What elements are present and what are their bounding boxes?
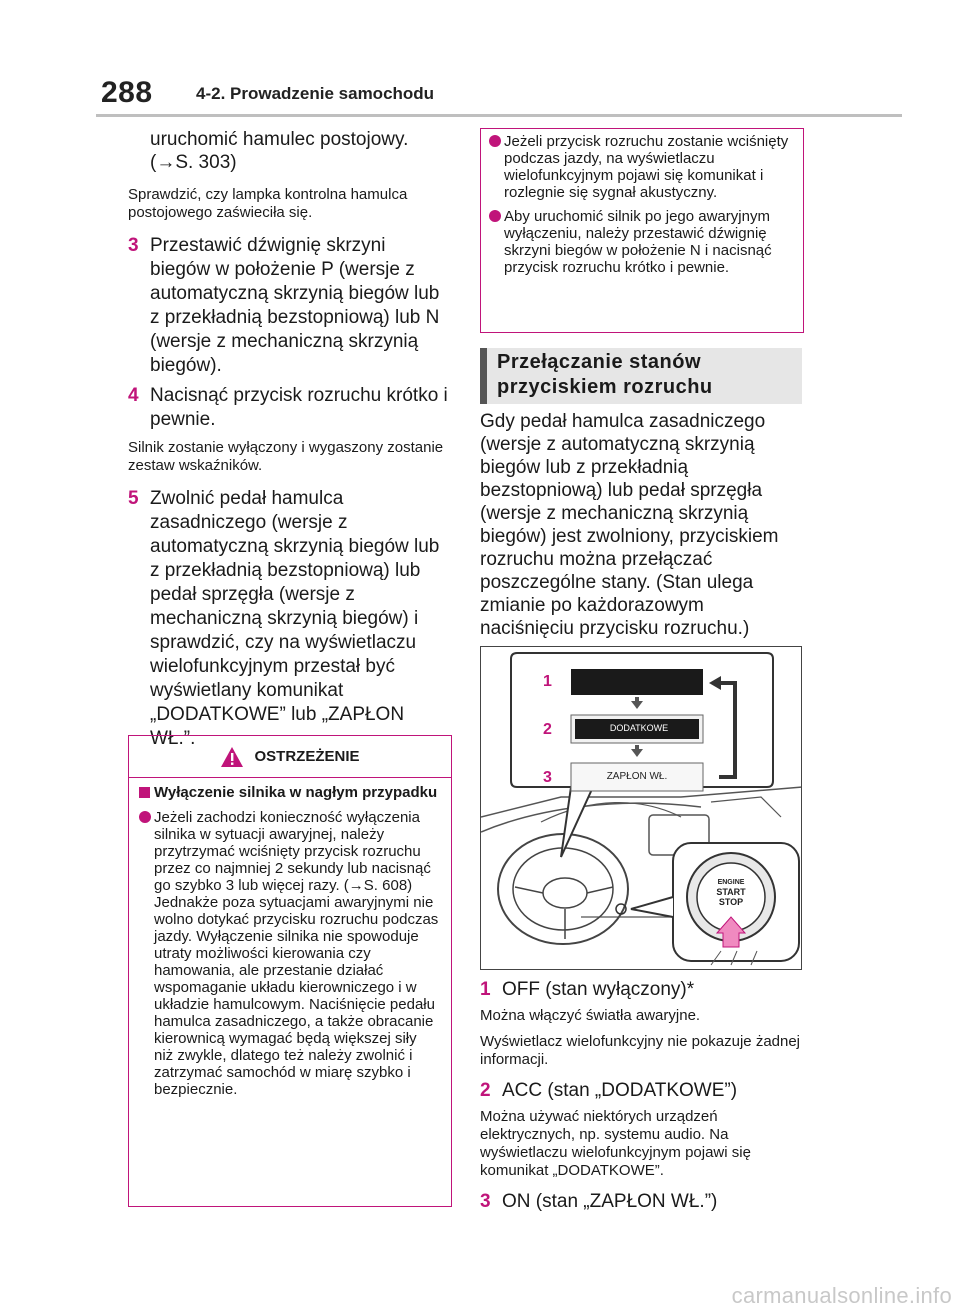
state-title: OFF (stan wyłączony)* [502, 979, 695, 1000]
state-note: Można używać niektórych urządzeń elektrycznych, np. systemu audio. Na wyświetlaczu wielofunkcyjnym pojawi się komunikat „DODATKOWE”. [480, 1108, 751, 1179]
step-text: Przestawić dźwignię skrzyni biegów w położenie P (wersje z automatyczną skrzynią biegów lub z przekładnią bezstopniową) lub N (wersje z mechaniczną skrzynią biegów). [150, 235, 440, 376]
bullet-dot-icon [489, 210, 501, 222]
warning-triangle-icon [220, 746, 244, 768]
step-text: Nacisnąć przycisk rozruchu krótko i pewnie. [150, 385, 448, 430]
state-title: ON (stan „ZAPŁON WŁ.”) [502, 1191, 718, 1212]
start-button-diagram [480, 646, 802, 970]
warning-subheading: Wyłączenie silnika w nagłym przypadku [139, 784, 439, 801]
screen-acc-text: DODATKOWE [609, 723, 669, 733]
left-column [128, 128, 450, 751]
diagram-label-2: 2 [543, 721, 552, 738]
screen-on-text: ZAPŁON WŁ. [606, 771, 668, 782]
state-number: 1 [480, 979, 491, 1000]
warning-box [128, 735, 452, 1207]
state-number: 3 [480, 1191, 491, 1212]
state-title: ACC (stan „DODATKOWE”) [502, 1080, 738, 1101]
step-3 [128, 234, 450, 378]
bullet-dot-icon [489, 135, 501, 147]
warning-bullet-continuation: Jednakże poza sytuacjami awaryjnymi nie wolno dotykać przycisku rozruchu podczas jazdy. Wyłączenie silnika nie spowoduje utraty możliwości kierowania czy hamowania, ale przestanie działać wspomaganie układu kierowniczego i w układzie hamulcowym. Naciśnięcie pedału hamulca zasadniczego, a także obracanie kierownicą wymagać będą większej siły niż zwykle, dlatego też należy zwolnić i zatrzymać samochód w miarę szybko i bezpiecznie. [154, 894, 439, 1098]
step-number: 4 [128, 385, 139, 406]
diagram-label-3: 3 [543, 769, 552, 786]
diagram-label-1: 1 [543, 673, 552, 690]
watermark: carmanualsonline.info [731, 1283, 952, 1308]
section-title: 4-2. Prowadzenie samochodu [196, 84, 435, 103]
bullet-dot-icon [139, 811, 151, 823]
step-4 [128, 384, 450, 432]
state-note: Można włączyć światła awaryjne. [480, 1007, 701, 1024]
state-number: 2 [480, 1080, 491, 1101]
warning-body [129, 778, 451, 1098]
intro-paragraph: Gdy pedał hamulca zasadniczego (wersje z automatyczną skrzynią biegów lub z przekładnią bezstopniową) lub pedał sprzęgła (wersje z mechaniczną skrzynią biegów) jest zwolniony, przyciskiem rozruchu można przełączać poszczególne stany. (Stan ulega zmianie po każdorazowym naciśnięciu przycisku rozruchu.) [480, 411, 779, 639]
engine-start-stop-button: ENGINE START STOP [716, 879, 746, 907]
info-box [480, 128, 804, 333]
state-1 [480, 978, 802, 1001]
step-text: Zwolnić pedał hamulca zasadniczego (wersje z automatyczną skrzynią biegów lub z przekładnią bezstopniową) lub pedał sprzęgła (wersje z mechaniczną skrzynią biegów) i sprawdzić, czy na wyświetlaczu wielofunkcyjnym przestał być wyświetlany komunikat „DODATKOWE” lub „ZAPŁON WŁ.”. [150, 488, 440, 749]
warning-title: OSTRZEŻENIE [254, 748, 360, 765]
state-2 [480, 1079, 802, 1102]
step-number: 3 [128, 235, 139, 256]
section-heading: Przełączanie stanów przyciskiem rozruchu [480, 348, 802, 404]
note-parking-lamp: Sprawdzić, czy lampka kontrolna hamulca postojowego zaświeciła się. [128, 186, 408, 221]
state-note: Wyświetlacz wielofunkcyjny nie pokazuje żadnej informacji. [480, 1033, 801, 1068]
step-number: 5 [128, 488, 139, 509]
states-list [480, 978, 802, 1213]
warning-bullet: Jeżeli zachodzi konieczność wyłączenia silnika w sytuacji awaryjnej, należy przytrzymać wciśnięty przycisk rozruchu przez co najmniej 2 sekundy lub nacisnąć go szybko 3 lub więcej razy. (→S. 608) [139, 809, 439, 894]
header-divider [96, 114, 902, 117]
info-bullet: Aby uruchomić silnik po jego awaryjnym wyłączeniu, należy przestawić dźwignię skrzyni biegów w położenie N i nacisnąć przycisk rozruchu krótko i pewnie. [489, 208, 795, 276]
warning-header [129, 736, 451, 778]
info-bullet: Jeżeli przycisk rozruchu zostanie wciśnięty podczas jazdy, na wyświetlaczu wielofunkcyjnym pojawi się komunikat i rozlegnie się sygnał akustyczny. [489, 133, 795, 201]
dashboard-illustration [481, 647, 802, 970]
state-3 [480, 1190, 802, 1213]
step-5 [128, 487, 450, 751]
note-engine-off: Silnik zostanie wyłączony i wygaszony zostanie zestaw wskaźników. [128, 439, 444, 474]
continuation-text: uruchomić hamulec postojowy. (→S. 303) [150, 129, 409, 173]
square-bullet-icon [139, 787, 150, 798]
page-number: 288 [101, 76, 153, 109]
